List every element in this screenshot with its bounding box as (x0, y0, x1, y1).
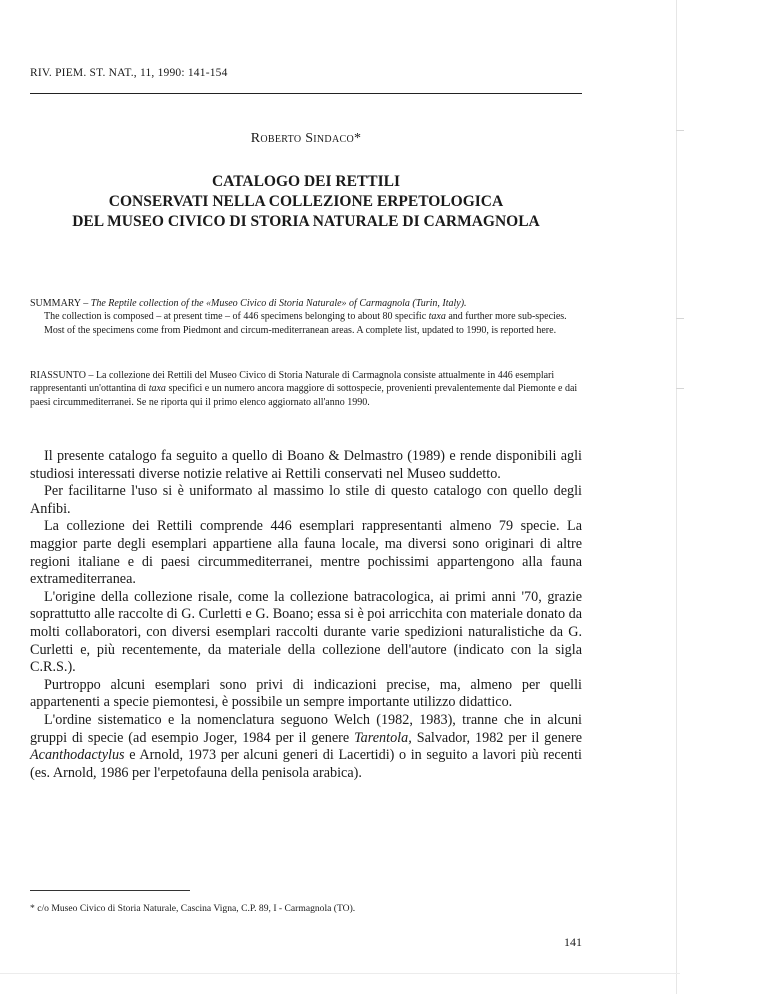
body-paragraph: Il presente catalogo fa seguito a quello di Boano & Delmastro (1989) e rende disponibili agli studiosi interessati diverse notizie relative ai Rettili conservati nel Museo suddetto. (30, 448, 582, 482)
riassunto-text: specifici e un numero ancora maggiore di sottospecie, provenienti prevalentemente dal Piemonte e dai paesi circummediterranei. Se ne riporta qui il primo elenco aggiornato all'anno 1990. (30, 383, 578, 408)
genus-name: Acanthodactylus (30, 747, 125, 764)
scan-edge-tick (676, 388, 684, 389)
genus-name: Tarentola, (354, 729, 412, 746)
scan-edge-line (676, 0, 677, 994)
riassunto-paragraph (30, 369, 582, 409)
summary-italic: taxa (428, 311, 446, 323)
scan-edge-tick (676, 130, 684, 131)
author-name: Roberto Sindaco* (250, 131, 362, 146)
title-line: CATALOGO DEI RETTILI (211, 173, 401, 190)
footnote-rule (30, 890, 190, 891)
summary-text: and further more sub-species. (445, 311, 567, 323)
body-text-run: L'ordine sistematico e la nomenclatura seguono Welch (1982, 1983), tranne che in alcuni gruppi di specie (ad esempio Joger, 1984 per il genere (30, 711, 582, 746)
summary-label: SUMMARY – (30, 298, 91, 309)
body-paragraph: Per facilitarne l'uso si è uniformato al massimo lo stile di questo catalogo con quello degli Anfibi. (30, 483, 582, 517)
header-rule (30, 93, 582, 94)
riassunto-block (30, 369, 582, 409)
riassunto-italic: taxa (148, 383, 166, 395)
body-text-run: Salvador, 1982 per il genere (411, 729, 582, 746)
paper-title (30, 172, 582, 232)
body-paragraph: La collezione dei Rettili comprende 446 esemplari rappresentanti almeno 79 specie. La maggior parte degli esemplari appartiene alla fauna locale, ma diversi sono originari di altre regioni italiane e di paesi circummediterranei, mentre pochissimi appartengono alla fauna extramediterranea. (30, 518, 582, 588)
body-paragraph: L'origine della collezione risale, come la collezione batracologica, ai primi anni '70, grazie soprattutto alle raccolte di G. Curletti e G. Boano; essa si è poi arricchita con materiale donato da molti collaboratori, con diversi esemplari raccolti durante varie spedizioni naturalistiche da G. Curletti e, più recentemente, da materiale della collezione dell'autore (indicato con la sigla C.R.S.). (30, 588, 582, 676)
summary-title: The Reptile collection of the «Museo Civico di Storia Naturale» of Carmagnola (Turin, Italy). (90, 298, 467, 309)
body-paragraph (30, 712, 582, 782)
scan-bottom-edge (0, 973, 680, 974)
title-line: DEL MUSEO CIVICO DI STORIA NATURALE DI CARMAGNOLA (72, 213, 540, 230)
running-head: RIV. PIEM. ST. NAT., 11, 1990: 141-154 (30, 67, 228, 79)
title-line: CONSERVATI NELLA COLLEZIONE ERPETOLOGICA (108, 193, 504, 210)
author-affiliation-footnote: * c/o Museo Civico di Storia Naturale, Cascina Vigna, C.P. 89, I - Carmagnola (TO). (30, 903, 356, 914)
summary-text: The collection is composed – at present time – of 446 specimens belonging to about 80 specific (44, 311, 429, 323)
riassunto-text: RIASSUNTO – La collezione dei Rettili del Museo Civico di Storia Naturale di Carmagnola consiste attualmente in 446 esemplari rappresentanti un'ottantina di (30, 370, 555, 395)
page-number: 141 (564, 935, 582, 949)
body-text-run: e Arnold, 1973 per alcuni generi di Lacertidi) o in seguito a lavori più recenti (es. Arnold, 1986 per l'erpetofauna della penisola arabica). (30, 747, 582, 781)
summary-paragraph (30, 310, 582, 323)
scan-edge-tick (676, 318, 684, 319)
summary-paragraph: Most of the specimens come from Piedmont and circum-mediterranean areas. A complete list, updated to 1990, is reported here. (44, 324, 557, 336)
body-paragraph: Purtroppo alcuni esemplari sono privi di indicazioni precise, ma, almeno per quelli appartenenti a specie piemontesi, è possibile un sempre importante utilizzo didattico. (30, 676, 582, 711)
summary-block (30, 297, 582, 337)
summary-heading (30, 297, 582, 310)
body-text (30, 438, 582, 782)
